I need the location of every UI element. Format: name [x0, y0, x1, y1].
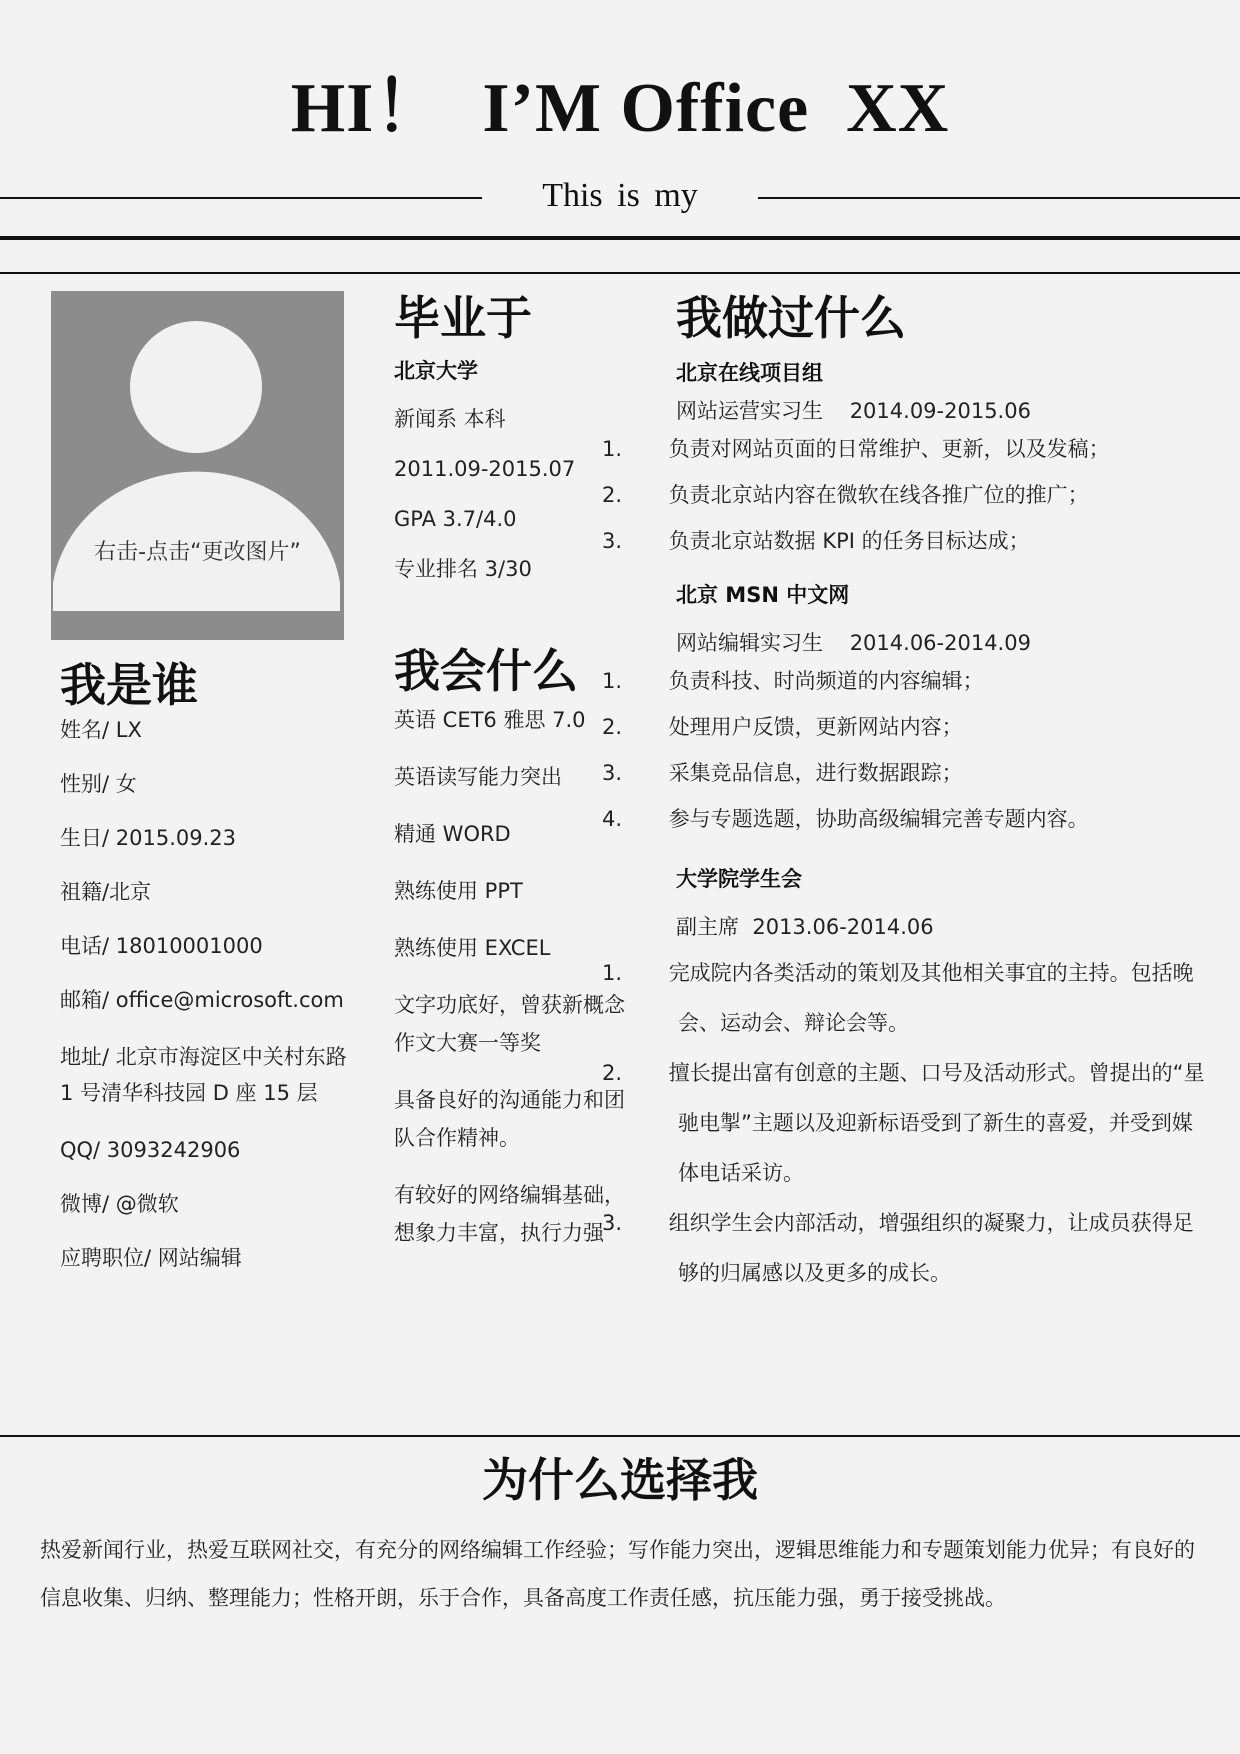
header-rule-thin	[0, 272, 1240, 274]
header-rule-thick	[0, 236, 1240, 240]
job-role: 网站运营实习生 2014.09-2015.06	[676, 399, 1031, 423]
experience-section	[602, 290, 1206, 1298]
job-duty: 1. 负责科技、时尚频道的内容编辑；	[602, 669, 984, 693]
skill-item: 有较好的网络编辑基础，想象力丰富，执行力强	[394, 1183, 625, 1245]
who-email: 邮箱/ office@microsoft.com	[60, 988, 344, 1012]
who-phone: 电话/ 18010001000	[60, 934, 263, 958]
skill-item: 精通 WORD	[394, 822, 511, 846]
job-entry	[602, 358, 1206, 564]
job-duty: 3. 组织学生会内部活动，增强组织的凝聚力，让成员获得足够的归属感以及更多的成长。	[602, 1211, 1194, 1285]
job-duty: 1. 完成院内各类活动的策划及其他相关事宜的主持。包括晚会、运动会、辩论会等。	[602, 961, 1194, 1035]
job-entry	[602, 580, 1206, 842]
who-name: 姓名/ LX	[60, 718, 142, 742]
who-title: 我是谁	[60, 658, 198, 712]
education-rank: 专业排名 3/30	[394, 557, 532, 581]
why-title: 为什么选择我	[482, 1453, 758, 1507]
education-school: 北京大学	[394, 359, 478, 383]
who-qq: QQ/ 3093242906	[60, 1138, 241, 1162]
education-period: 2011.09-2015.07	[394, 457, 576, 481]
skill-item: 具备良好的沟通能力和团队合作精神。	[394, 1088, 625, 1150]
experience-title: 我做过什么	[676, 291, 906, 345]
who-birthday: 生日/ 2015.09.23	[60, 826, 236, 850]
why-text: 热爱新闻行业，热爱互联网社交，有充分的网络编辑工作经验；写作能力突出，逻辑思维能力和专题策划能力优异；有良好的信息收集、归纳、整理能力；性格开朗，乐于合作，具备高度工作责任感，抗压能力强，勇于接受挑战。	[40, 1538, 1195, 1610]
who-section	[60, 657, 350, 1273]
job-org: 大学院学生会	[676, 867, 802, 891]
page-title: HI！ I’M Office XX	[290, 70, 950, 147]
skill-item: 文字功底好，曾获新概念作文大赛一等奖	[394, 993, 625, 1055]
education-title: 毕业于	[394, 291, 532, 345]
skill-item: 英语读写能力突出	[394, 765, 562, 789]
skill-item: 英语 CET6 雅思 7.0	[394, 708, 586, 732]
job-duty: 3. 采集竞品信息，进行数据跟踪；	[602, 761, 963, 785]
who-weibo: 微博/ @微软	[60, 1192, 179, 1216]
job-role: 网站编辑实习生 2014.06-2014.09	[676, 631, 1031, 655]
avatar-placeholder-icon	[51, 291, 344, 640]
job-duty: 2. 处理用户反馈，更新网站内容；	[602, 715, 963, 739]
job-entry	[602, 864, 1206, 1298]
job-duty: 3. 负责北京站数据 KPI 的任务目标达成；	[602, 529, 1030, 553]
job-org: 北京 MSN 中文网	[676, 583, 850, 607]
who-position: 应聘职位/ 网站编辑	[60, 1246, 242, 1270]
page-subtitle: This is my	[542, 177, 698, 214]
who-address: 地址/ 北京市海淀区中关村东路 1 号清华科技园 D 座 15 层	[60, 1045, 347, 1105]
education-major: 新闻系 本科	[394, 407, 506, 431]
job-duty: 4. 参与专题选题，协助高级编辑完善专题内容。	[602, 807, 1089, 831]
job-role: 副主席 2013.06-2014.06	[676, 915, 934, 939]
job-org: 北京在线项目组	[676, 361, 823, 385]
job-duty: 2. 擅长提出富有创意的主题、口号及活动形式。曾提出的“星驰电掣”主题以及迎新标语受到了新生的喜爱，并受到媒体电话采访。	[602, 1061, 1205, 1185]
skill-item: 熟练使用 PPT	[394, 879, 523, 903]
photo-caption: 右击-点击“更改图片”	[94, 540, 301, 565]
who-gender: 性别/ 女	[60, 772, 137, 796]
job-duty: 2. 负责北京站内容在微软在线各推广位的推广；	[602, 483, 1089, 507]
subtitle-rule-right	[758, 197, 1240, 199]
skills-title: 我会什么	[394, 644, 578, 698]
why-rule	[0, 1435, 1240, 1437]
who-hometown: 祖籍/北京	[60, 880, 152, 904]
profile-photo[interactable]	[51, 291, 344, 640]
skill-item: 熟练使用 EXCEL	[394, 936, 551, 960]
education-gpa: GPA 3.7/4.0	[394, 507, 517, 531]
job-duty: 1. 负责对网站页面的日常维护、更新，以及发稿；	[602, 437, 1110, 461]
